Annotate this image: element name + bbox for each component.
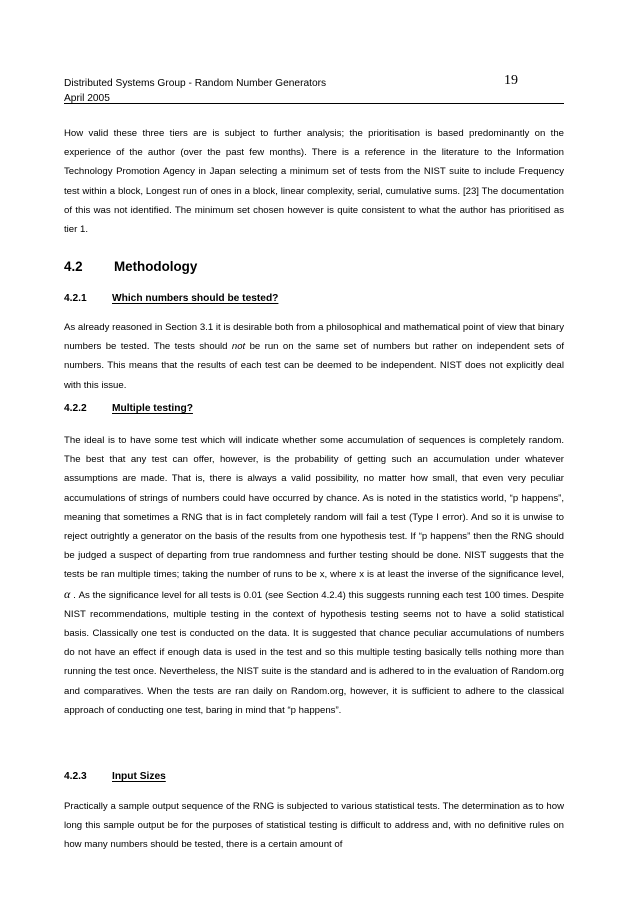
header-date: April 2005 (64, 93, 110, 104)
paragraph-multiple-testing (64, 431, 564, 720)
text-run: . As the significance level for all tests is 0.01 (see Section 4.2.4) this suggests running each test 100 times. Despite NIST recommendations, multiple testing in the context of hypothesis testing seems not to have a solid statistical basis. Classically one test is conducted on the data. It is suggested that chance peculiar accumulations of numbers do not have an effect if enough data is used in the test and so this multiple testing basically tells nothing more than running the test once. Nevertheless, the NIST suite is the standard and is adhered to in the evaluation of Random.org and comparatives. When the tests are ran daily on Random.org, however, it is sufficient to adhere to the classical approach of conducting one test, baring in mind that “p happens”. (64, 589, 564, 716)
page-header (64, 73, 564, 104)
alpha-symbol: α (64, 586, 71, 601)
section-number: 4.2 (64, 259, 83, 274)
subsection-number: 4.2.3 (64, 771, 87, 782)
subsection-title: Multiple testing? (112, 403, 193, 414)
subsection-title: Input Sizes (112, 771, 166, 782)
subsection-title: Which numbers should be tested? (112, 293, 279, 304)
subsection-number: 4.2.2 (64, 403, 87, 414)
text-run: The ideal is to have some test which will indicate whether some accumulation of sequences is completely random. The best that any test can offer, however, is the probability of getting such an accumulation under whatever assumptions are made. That is, there is always a valid possibility, no matter how small, that even very peculiar accumulations of strings of numbers could have occurred by chance. As is noted in the statistics world, “p happens”, meaning that sometimes a RNG that is in fact completely random will fail a test (Type I error). And so it is unwise to reject outrightly a generator on the basis of the results from one hypothesis test. If “p happens” then the RNG should be judged a suspect of departing from true randomness and further testing should be done. NIST suggests that the tests be ran multiple times; taking the number of runs to be x, where x is at least the inverse of the significance level, (64, 435, 564, 581)
subsection-number: 4.2.1 (64, 293, 87, 304)
page-number: 19 (504, 73, 518, 88)
intro-paragraph: How valid these three tiers are is subject to further analysis; the prioritisation is based predominantly on the experience of the author (over the past few months). There is a reference in the literature to the Information Technology Promotion Agency in Japan selecting a minimum set of tests from the NIST suite to include Frequency test within a block, Longest run of ones in a block, linear complexity, serial, cumulative sums. [23] The documentation of this was not identified. The minimum set chosen however is quite consistent to what the author has prioritised as tier 1. (64, 128, 564, 236)
subsection-heading-4-2-3 (64, 770, 166, 783)
text-run: As already reasoned in Section 3.1 it is desirable both from a philosophical and mathematical point of view that binary numbers be tested. The tests should (64, 322, 564, 353)
header-title: Distributed Systems Group - Random Number Generators (64, 78, 327, 89)
emphasis-text: not (231, 341, 246, 353)
section-heading (64, 259, 197, 275)
section-title: Methodology (114, 259, 198, 274)
paragraph-input-sizes: Practically a sample output sequence of the RNG is subjected to various statistical tests. The determination as to how long this sample output be for the purposes of statistical testing is difficult to address and, with no definitive rules on how many numbers should be tested, there is a certain amount of (64, 801, 564, 851)
subsection-heading-4-2-2 (64, 402, 193, 415)
subsection-heading-4-2-1 (64, 292, 278, 305)
text-run: be run on the same set of numbers but rather on independent sets of numbers. This means that the results of each test can be deemed to be independent. NIST does not explicitly deal with this issue. (64, 341, 564, 391)
paragraph-which-numbers (64, 318, 564, 395)
